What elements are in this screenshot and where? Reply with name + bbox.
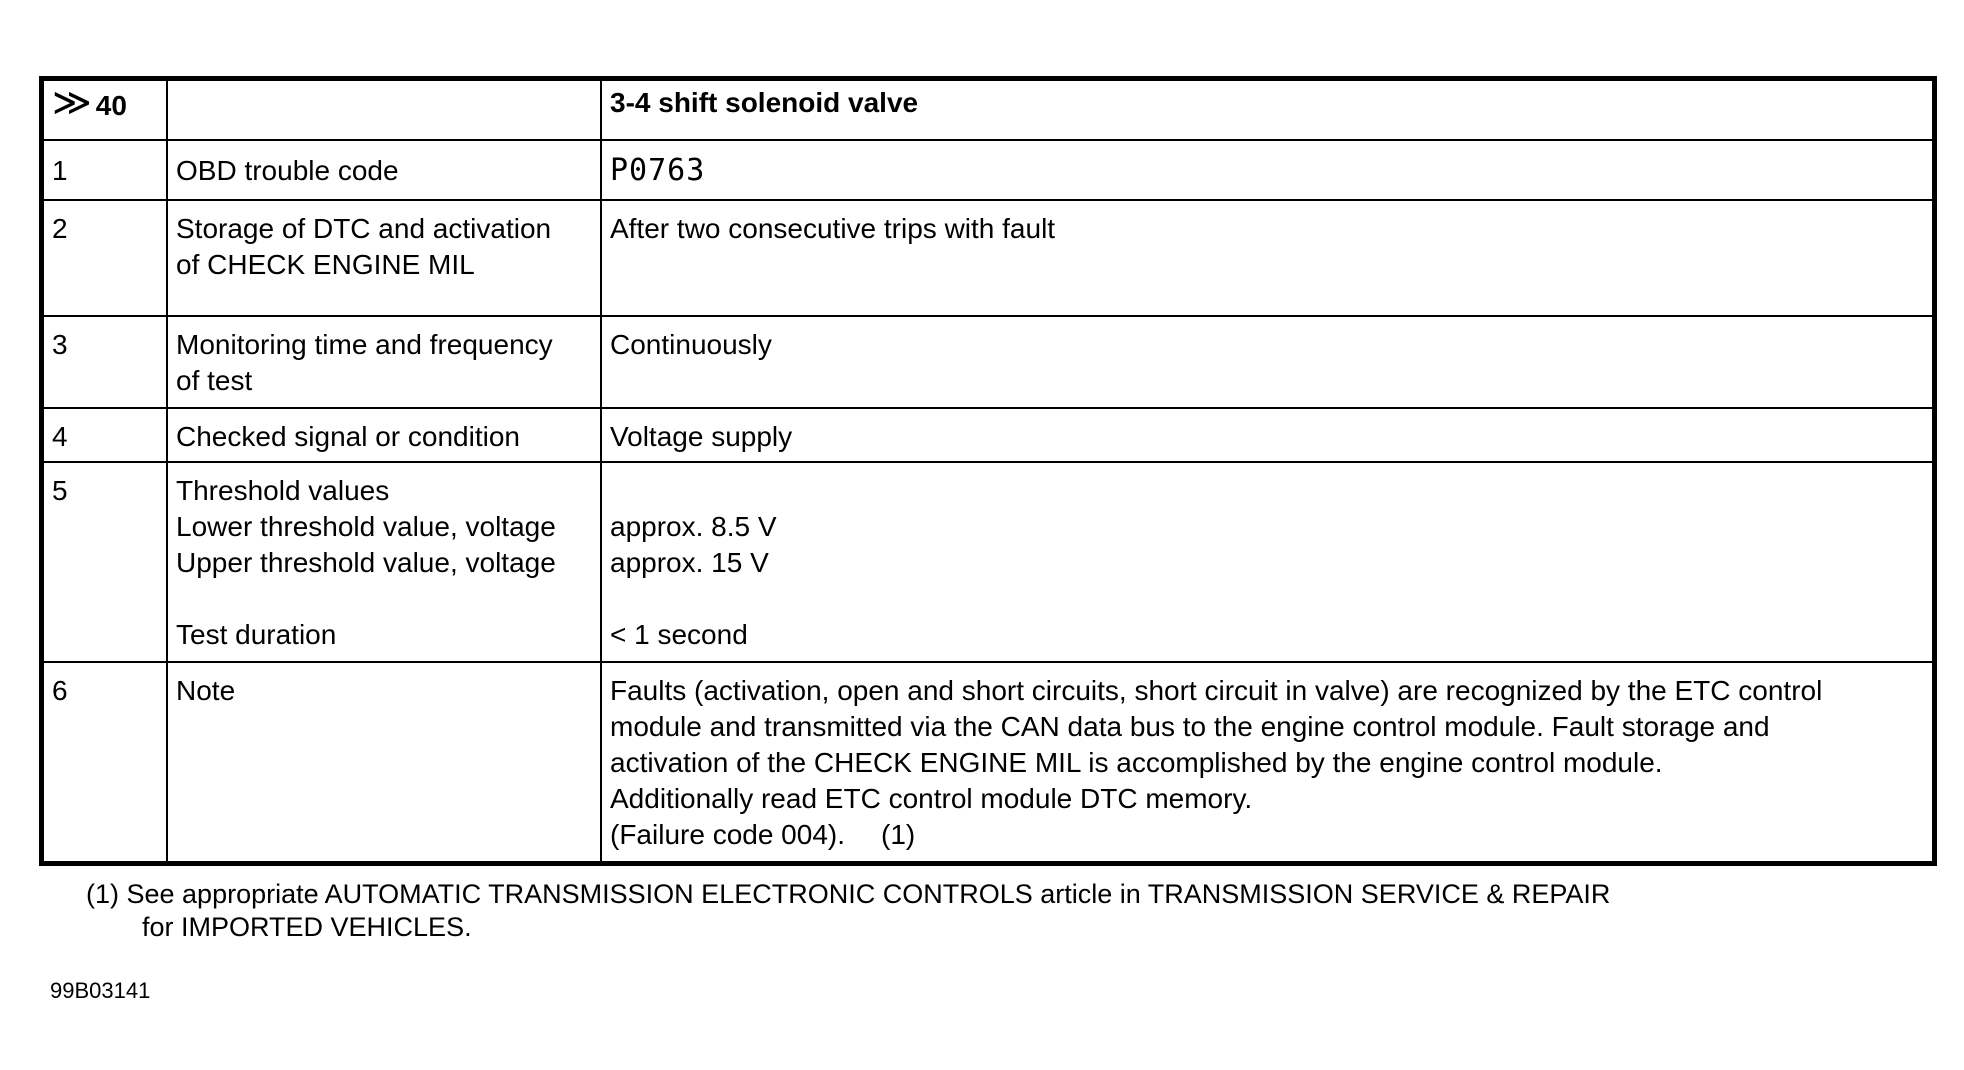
row-value	[601, 408, 1933, 462]
label-line: Lower threshold value, voltage	[176, 511, 556, 542]
row-label	[167, 408, 601, 462]
note-line: module and transmitted via the CAN data bus to the engine control module. Fault storage and	[610, 711, 1770, 742]
failure-code-text: (Failure code 004).	[610, 819, 846, 850]
row-value	[601, 316, 1933, 408]
component-title: 3-4 shift solenoid valve	[601, 80, 1933, 140]
label-line: Note	[176, 675, 236, 706]
spacer	[610, 581, 1924, 617]
label-line: Checked signal or condition	[176, 421, 520, 452]
row-label	[167, 462, 601, 662]
value-line: Voltage supply	[610, 421, 793, 452]
label-line: Storage of DTC and activation	[176, 213, 552, 244]
value-line: Continuously	[610, 329, 772, 360]
diagnostic-table	[42, 79, 1934, 863]
row-label	[167, 662, 601, 862]
table-row	[43, 662, 1933, 862]
row-value	[601, 140, 1933, 200]
row-label	[167, 316, 601, 408]
table-row	[43, 200, 1933, 316]
row-label	[167, 140, 601, 200]
double-chevron-icon: ≫	[52, 82, 92, 124]
spacer	[176, 581, 592, 617]
label-line: Monitoring time and frequency	[176, 329, 553, 360]
test-duration-value: < 1 second	[610, 619, 748, 650]
row-number: 2	[43, 200, 167, 316]
value-line: After two consecutive trips with fault	[610, 213, 1056, 244]
lower-threshold-value: approx. 8.5 V	[610, 511, 777, 542]
label-line: of CHECK ENGINE MIL	[176, 249, 475, 280]
row-value	[601, 462, 1933, 662]
footnote-line: (1) See appropriate AUTOMATIC TRANSMISSION ELECTRONIC CONTROLS article in TRANSMISSION SERVICE & REPAIR	[86, 879, 1611, 909]
row-number: 5	[43, 462, 167, 662]
diagnostic-table-frame	[39, 76, 1937, 866]
footnote-line: for IMPORTED VEHICLES.	[142, 912, 472, 942]
note-line: Faults (activation, open and short circuits, short circuit in valve) are recognized by the ETC control	[610, 675, 1823, 706]
table-row	[43, 462, 1933, 662]
row-number: 3	[43, 316, 167, 408]
label-line: of test	[176, 365, 253, 396]
figure-id: 99B03141	[50, 978, 151, 1003]
upper-threshold-value: approx. 15 V	[610, 547, 769, 578]
header-empty-cell	[167, 80, 601, 140]
note-line: activation of the CHECK ENGINE MIL is accomplished by the engine control module.	[610, 747, 1663, 778]
note-line-failure-code	[610, 817, 1924, 853]
footnote	[86, 878, 1886, 944]
spacer	[610, 473, 1924, 509]
table-row	[43, 140, 1933, 200]
row-number: 1	[43, 140, 167, 200]
step-number-cell	[43, 80, 167, 140]
label-line: Test duration	[176, 619, 337, 650]
note-line: Additionally read ETC control module DTC memory.	[610, 783, 1253, 814]
table-row	[43, 316, 1933, 408]
table-row	[43, 408, 1933, 462]
row-number: 6	[43, 662, 167, 862]
obd-trouble-code: P0763	[610, 153, 706, 188]
row-value	[601, 662, 1933, 862]
label-line: Upper threshold value, voltage	[176, 547, 556, 578]
row-value	[601, 200, 1933, 316]
label-line: Threshold values	[176, 475, 390, 506]
footnote-ref: (1)	[881, 819, 916, 850]
row-label	[167, 200, 601, 316]
table-header-row	[43, 80, 1933, 140]
step-number: 40	[95, 90, 127, 121]
row-number: 4	[43, 408, 167, 462]
label-line: OBD trouble code	[176, 155, 399, 186]
